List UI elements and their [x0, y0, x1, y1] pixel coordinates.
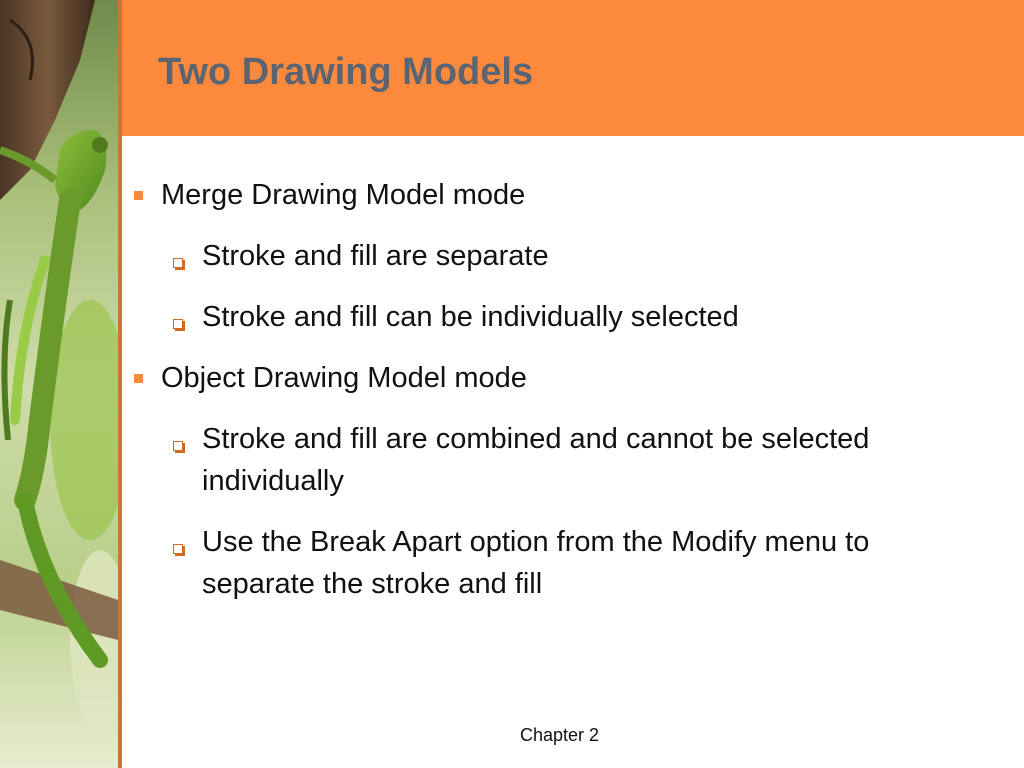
box-bullet-icon [173, 319, 183, 329]
sub-bullet-text: Stroke and fill are combined and cannot be selected individually [202, 423, 870, 497]
box-bullet-icon [173, 441, 183, 451]
bullet-item [130, 174, 990, 216]
box-bullet-icon [173, 544, 183, 554]
sub-bullet-item [130, 296, 990, 338]
sub-bullet-text: Stroke and fill are separate [202, 240, 549, 272]
sub-bullet-item [130, 418, 882, 502]
slide-title: Two Drawing Models [158, 51, 534, 93]
bullet-item [130, 357, 990, 399]
box-bullet-icon [173, 258, 183, 268]
sub-bullet-item [130, 235, 990, 277]
square-bullet-icon [134, 191, 143, 200]
sub-bullet-item [130, 521, 902, 605]
bullet-list [130, 174, 990, 624]
sub-bullet-text: Stroke and fill can be individually selected [202, 301, 739, 333]
slide-footer: Chapter 2 [520, 725, 600, 745]
bullet-text: Object Drawing Model mode [161, 362, 527, 394]
mantis-photo [0, 0, 118, 768]
bullet-text: Merge Drawing Model mode [161, 179, 526, 211]
square-bullet-icon [134, 374, 143, 383]
sub-bullet-text: Use the Break Apart option from the Modify menu to separate the stroke and fill [202, 526, 870, 600]
